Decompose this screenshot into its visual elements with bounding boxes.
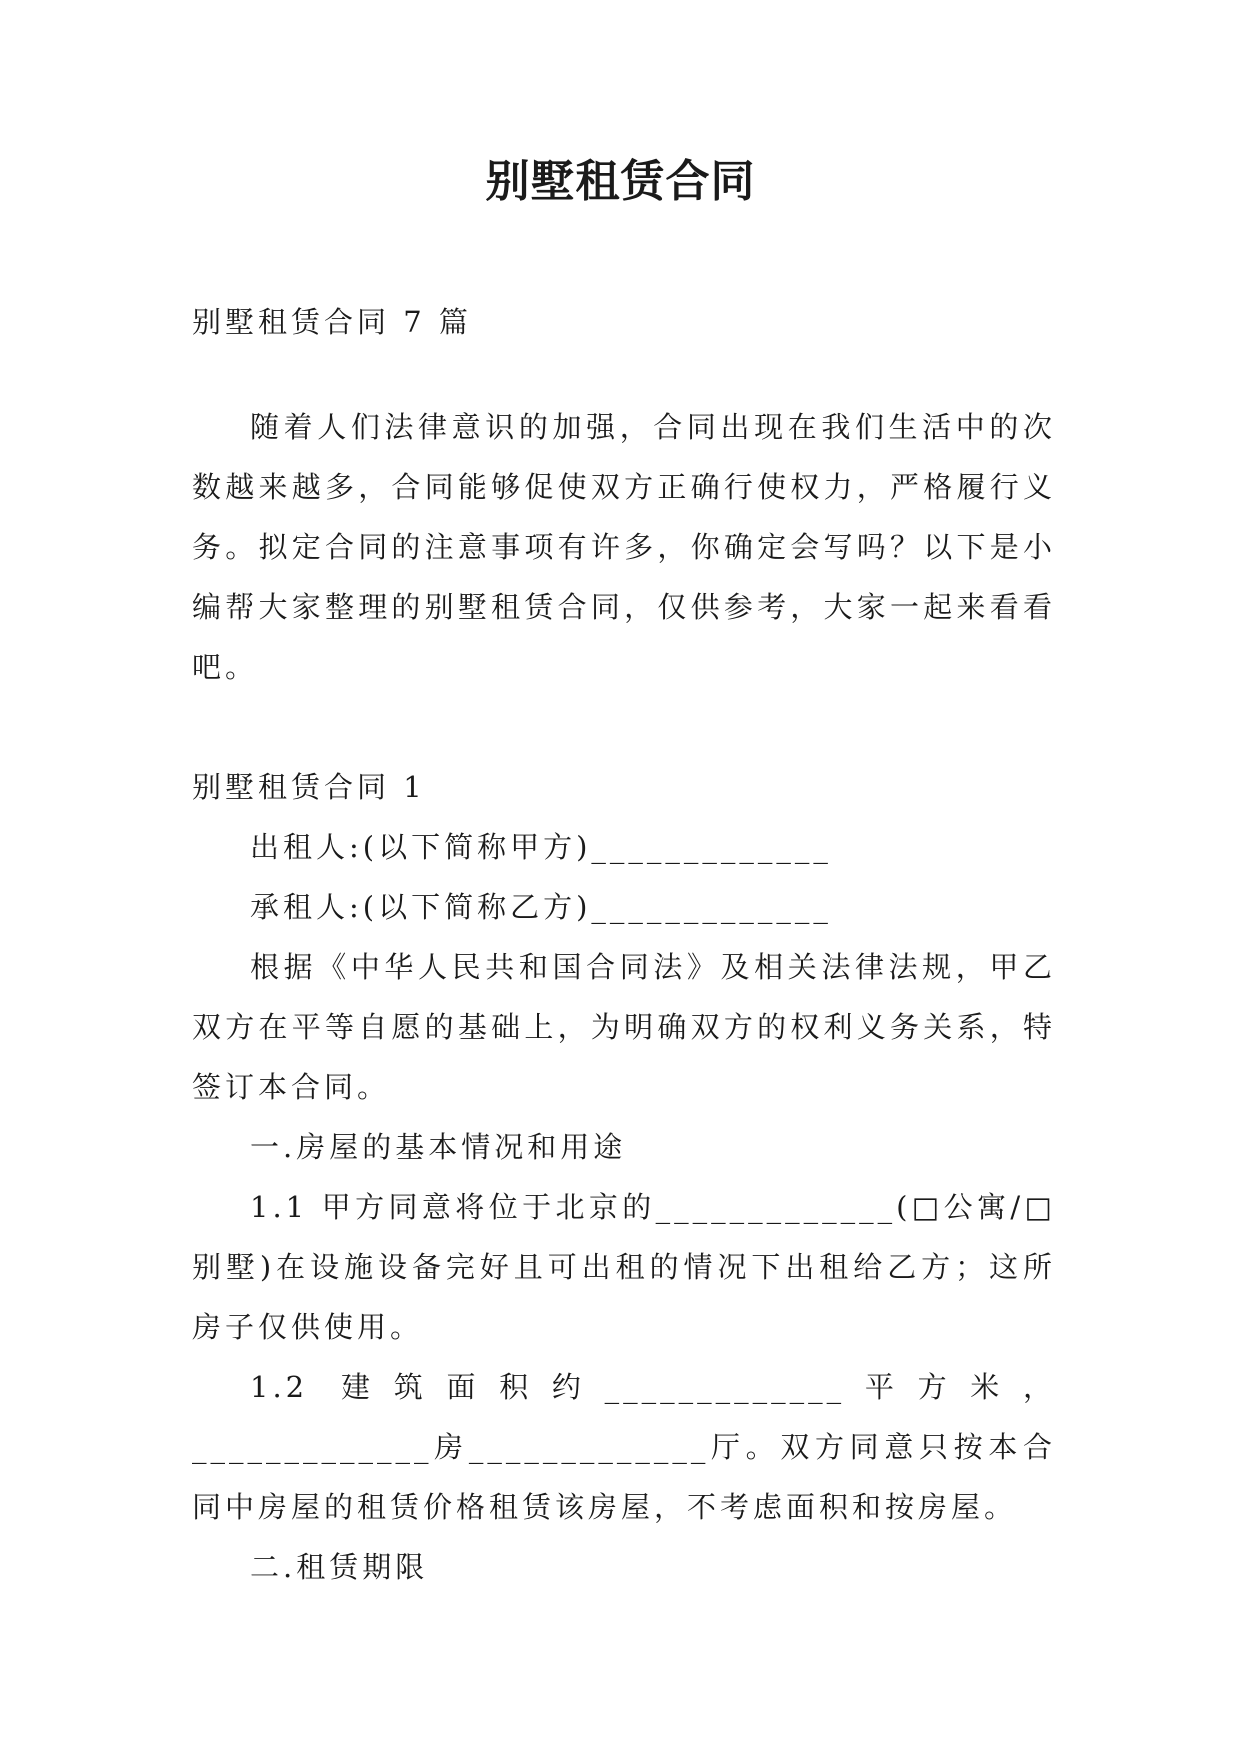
summary-line: 别墅租赁合同 7 篇 <box>192 305 472 339</box>
clause-1-heading: 一.房屋的基本情况和用途 <box>250 1130 627 1164</box>
document-title: 别墅租赁合同 <box>485 156 756 207</box>
intro-paragraph: 随着人们法律意识的加强，合同出现在我们生活中的次数越来越多，合同能够促使双方正确行使权力，严格履行义务。拟定合同的注意事项有许多，你确定会写吗？以下是小编帮大家整理的别墅租赁合同，仅供参考，大家一起来看看吧。 <box>192 410 1056 684</box>
document-body <box>192 292 1056 1597</box>
lessee-line: 承租人:(以下简称乙方)_____________ <box>250 890 832 924</box>
lessor-line: 出租人:(以下简称甲方)_____________ <box>250 830 832 864</box>
clause-2-heading: 二.租赁期限 <box>250 1550 429 1584</box>
section-heading: 别墅租赁合同 1 <box>192 770 426 804</box>
preamble-paragraph: 根据《中华人民共和国合同法》及相关法律法规，甲乙双方在平等自愿的基础上，为明确双方的权利义务关系，特签订本合同。 <box>192 950 1056 1104</box>
clause-1-1: 1.1 甲方同意将位于北京的_____________(□公寓/□别墅)在设施设备完好且可出租的情况下出租给乙方；这所房子仅供使用。 <box>192 1190 1056 1344</box>
clause-1-2: 1.2 建筑面积约_____________平方米，_____________房_____________厅。双方同意只按本合同中房屋的租赁价格租赁该房屋，不考虑面积和按房屋。 <box>192 1370 1056 1524</box>
